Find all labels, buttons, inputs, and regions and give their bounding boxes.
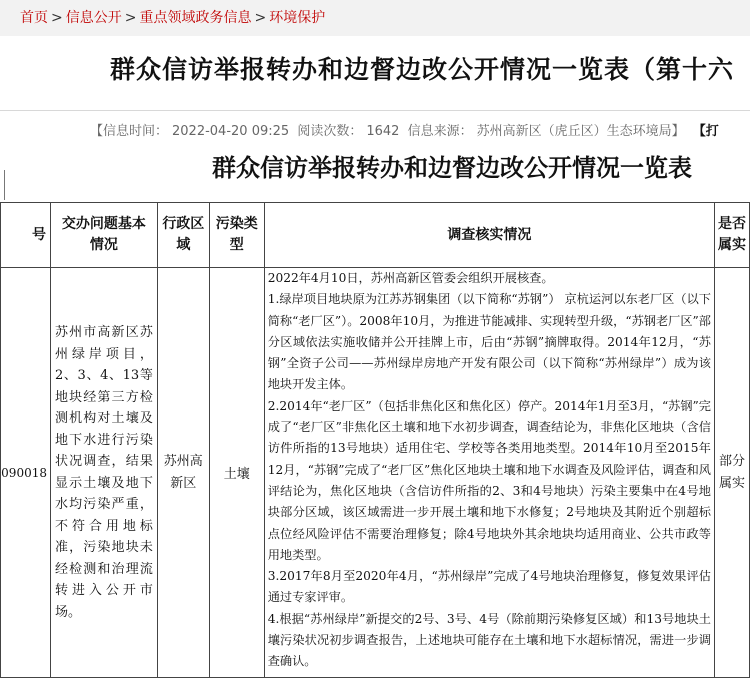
header-admin-area: 行政区域 bbox=[157, 203, 209, 268]
breadcrumb-separator: > bbox=[254, 10, 267, 26]
row-investigation bbox=[264, 268, 714, 678]
left-border-line bbox=[4, 170, 5, 200]
investigation-para-4: 4.根据“苏州绿岸”新提交的2号、3号、4号（除前期污染修复区域）和13号地块土壤污染状况初步调查报告，上述地块可能存在土壤和地下水超标情况，需进一步调查确认。 bbox=[267, 611, 711, 669]
header-confirmed: 是否属实 bbox=[714, 203, 749, 268]
breadcrumb-info-public-link[interactable]: 信息公开 bbox=[65, 10, 122, 26]
table-header-row bbox=[1, 203, 750, 268]
breadcrumb-environment-link[interactable]: 环境保护 bbox=[269, 10, 326, 26]
row-basic-info: 苏州市高新区苏州绿岸项目，2、3、4、13等地块经第三方检测机构对土壤及地下水进行污染状况调查，结果显示土壤及地下水均污染严重，不符合用地标准，污染地块未经检测和治理流转进入公开市场。 bbox=[50, 268, 157, 678]
row-admin-area: 苏州高新区 bbox=[157, 268, 209, 678]
print-link[interactable]: 【打 bbox=[692, 124, 719, 139]
header-basic-info: 交办问题基本情况 bbox=[50, 203, 157, 268]
header-investigation: 调查核实情况 bbox=[264, 203, 714, 268]
investigation-para-0: 2022年4月10日，苏州高新区管委会组织开展核查。 bbox=[267, 271, 554, 285]
title-divider bbox=[0, 110, 750, 111]
breadcrumb-separator: > bbox=[51, 10, 63, 26]
meta-views-label: 阅读次数： bbox=[297, 124, 363, 139]
table-row bbox=[1, 268, 750, 678]
meta-views: 1642 bbox=[366, 124, 400, 139]
breadcrumb-key-areas-link[interactable]: 重点领域政务信息 bbox=[139, 10, 252, 26]
document-title: 群众信访举报转办和边督边改公开情况一览表 bbox=[212, 153, 692, 182]
page-title: 群众信访举报转办和边督边改公开情况一览表（第十六 bbox=[110, 55, 735, 84]
investigation-para-2: 2.2014年“老厂区”（包括非焦化区和焦化区）停产。2014年1月至3月，“苏钢”完成了“老厂区”非焦化区土壤和地下水初步调查，调查结论为，非焦化区地块（含信访件所指的13号地块）适用住宅、学校等各类用地类型。2014年10月至2015年12月，“苏钢”完成了“老厂区”焦化区地块土壤和地下水调查及风险评估，调查和风评结论为，焦化区地块（含信访件所指的2、3和4号地块）污染主要集中在4号地块部分区域，该区域需进一步开展土壤和地下水修复；2号地块及其附近个别超标点位经风险评估不需要治理修复；除4号地块外其余地块均适用商业、公共市政等用地类型。 bbox=[267, 398, 711, 562]
article-meta bbox=[90, 120, 723, 139]
investigation-para-1: 1.绿岸项目地块原为江苏苏钢集团（以下简称“苏钢”） 京杭运河以东老厂区（以下简称“老厂区”）。2008年10月，为推进节能减排、实现转型升级，“苏钢老厂区”部分区域依法实施收储并公开挂牌上市，后由“苏钢”摘牌取得。2014年12月，“苏钢”全资子公司——苏州绿岸房地产开发有限公司（以下简称“苏州绿岸”）成为该地块开发主体。 bbox=[267, 292, 711, 392]
report-table bbox=[0, 202, 750, 678]
header-number: 号 bbox=[1, 203, 51, 268]
row-number: 090018 bbox=[1, 268, 51, 678]
row-pollution-type: 土壤 bbox=[209, 268, 264, 678]
breadcrumb bbox=[0, 0, 750, 36]
meta-source-label: 信息来源： bbox=[407, 124, 473, 139]
breadcrumb-separator: > bbox=[124, 10, 137, 26]
header-pollution-type: 污染类型 bbox=[209, 203, 264, 268]
meta-time: 2022-04-20 09:25 bbox=[172, 124, 290, 139]
breadcrumb-home-link[interactable]: 首页 bbox=[20, 10, 48, 26]
row-confirmed: 部分属实 bbox=[714, 268, 749, 678]
meta-time-label: 【信息时间： bbox=[90, 124, 169, 139]
meta-source: 苏州高新区（虎丘区）生态环境局】 bbox=[476, 124, 685, 139]
investigation-para-3: 3.2017年8月至2020年4月，“苏州绿岸”完成了4号地块治理修复，修复效果评估通过专家评审。 bbox=[267, 569, 711, 605]
